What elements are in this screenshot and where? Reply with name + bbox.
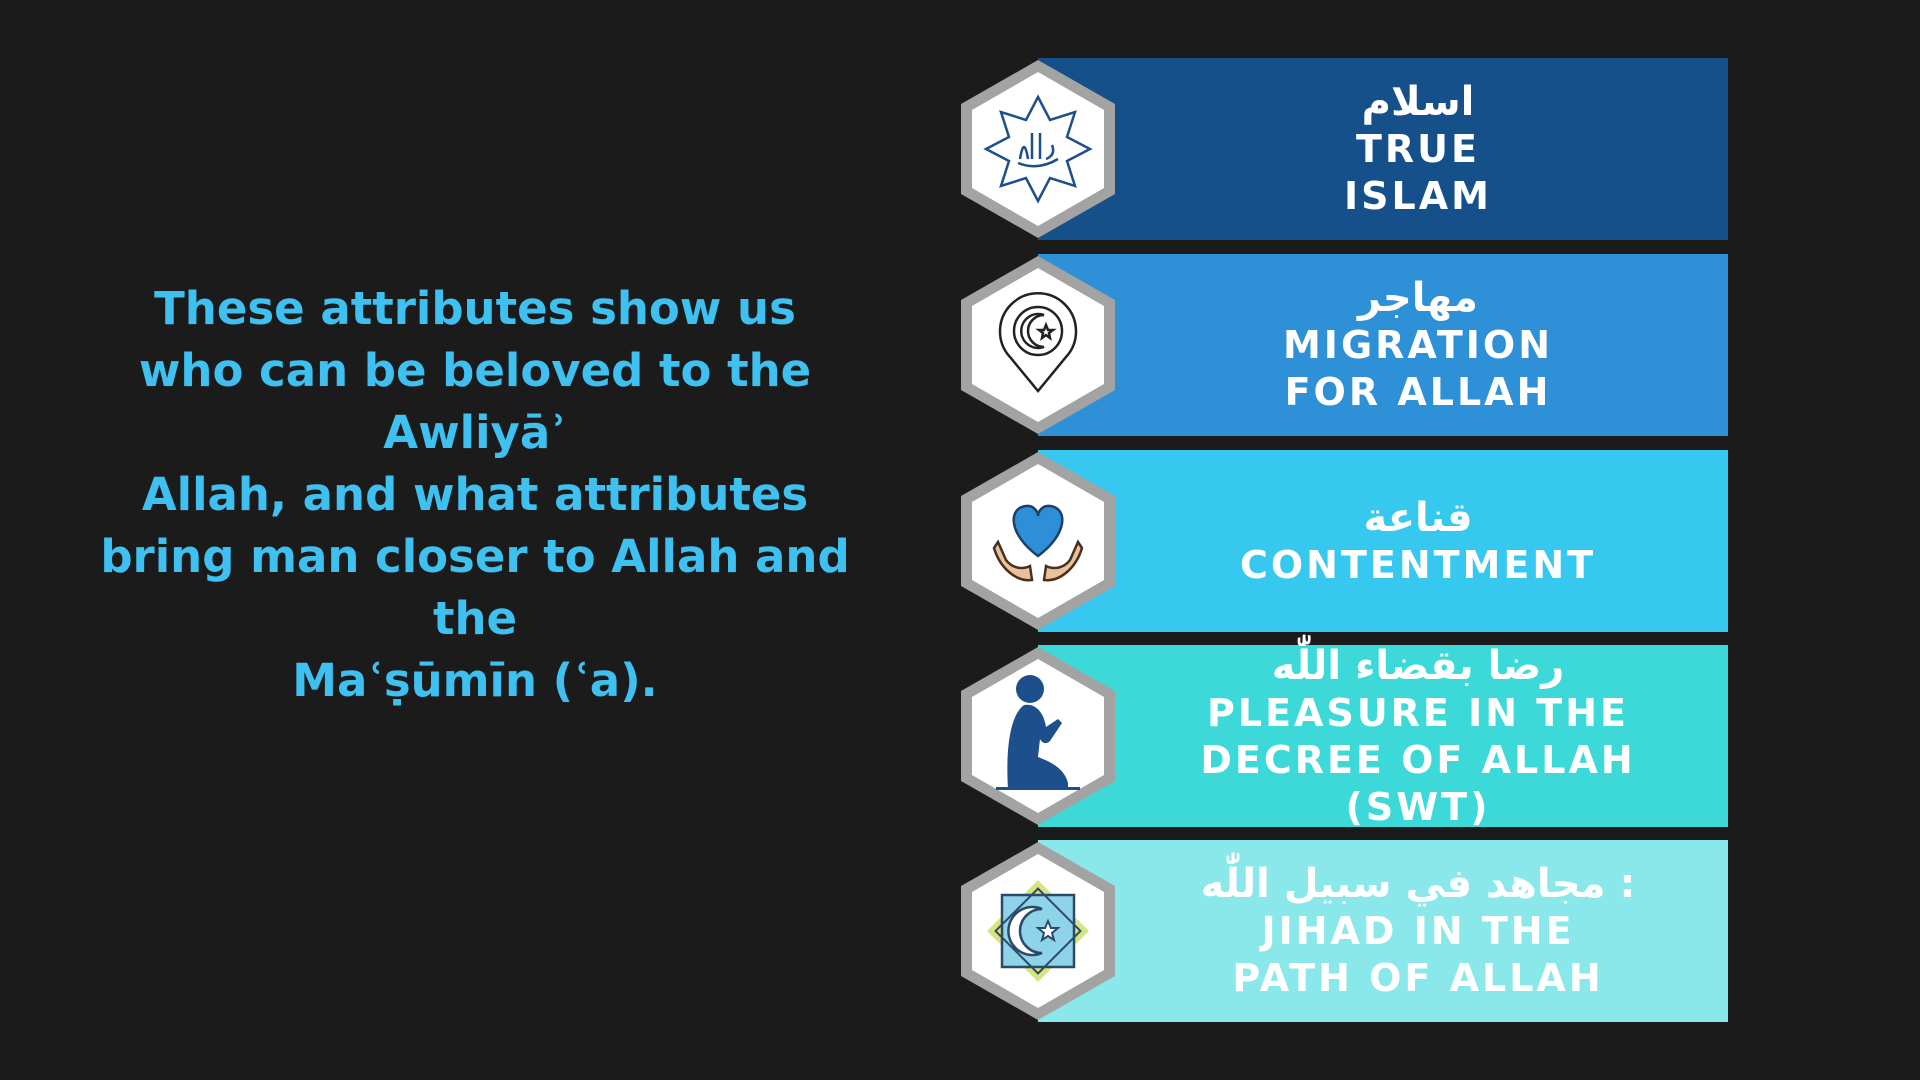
intro-line: Allah, and what attributes	[141, 468, 809, 521]
attribute-row-migration	[958, 254, 1728, 436]
attribute-row-jihad	[958, 840, 1728, 1022]
arabic-title: مهاجر	[1358, 275, 1478, 321]
english-title-line: FOR ALLAH	[1284, 370, 1552, 414]
attribute-row-true-islam	[958, 58, 1728, 240]
intro-line: the	[432, 592, 518, 645]
attribute-row-pleasure	[958, 642, 1728, 829]
intro-line: These attributes show us	[154, 282, 796, 335]
arabic-title: رضا بقضاء اللّٰه	[1271, 642, 1565, 689]
attribute-text	[1118, 450, 1718, 632]
arabic-title: قناعة	[1363, 494, 1473, 541]
english-title-line: JIHAD IN THE	[1261, 909, 1575, 953]
intro-line: Awliyāʾ	[383, 406, 567, 459]
english-title-line: CONTENTMENT	[1239, 542, 1597, 587]
english-title-line: TRUE	[1356, 127, 1480, 171]
attribute-row-contentment	[958, 450, 1728, 632]
english-title-line: DECREE OF ALLAH	[1200, 737, 1636, 782]
english-title-line: MIGRATION	[1282, 323, 1554, 367]
attribute-text	[1118, 840, 1718, 1022]
intro-line: bring man closer to Allah and	[100, 530, 850, 583]
english-title-line: ISLAM	[1344, 174, 1492, 218]
english-title-line: PLEASURE IN THE	[1207, 690, 1629, 735]
islamic-star-crescent-icon	[958, 840, 1118, 1022]
heart-hands-icon	[958, 450, 1118, 632]
arabic-title: مجاهد في سبيل اللّٰه :	[1200, 861, 1636, 907]
intro-text	[95, 278, 855, 712]
english-title-line: PATH OF ALLAH	[1232, 956, 1604, 1000]
attribute-text	[1118, 58, 1718, 240]
attribute-text	[1118, 642, 1718, 829]
arabic-title: اسلام	[1361, 79, 1475, 125]
praying-person-icon	[958, 645, 1118, 827]
intro-line: Maʿṣūmīn (ʿa).	[292, 654, 658, 707]
english-title-line: (SWT)	[1345, 784, 1491, 829]
allah-star-icon	[958, 58, 1118, 240]
attribute-text	[1118, 254, 1718, 436]
intro-line: who can be beloved to the	[138, 344, 812, 397]
crescent-pin-icon	[958, 254, 1118, 436]
